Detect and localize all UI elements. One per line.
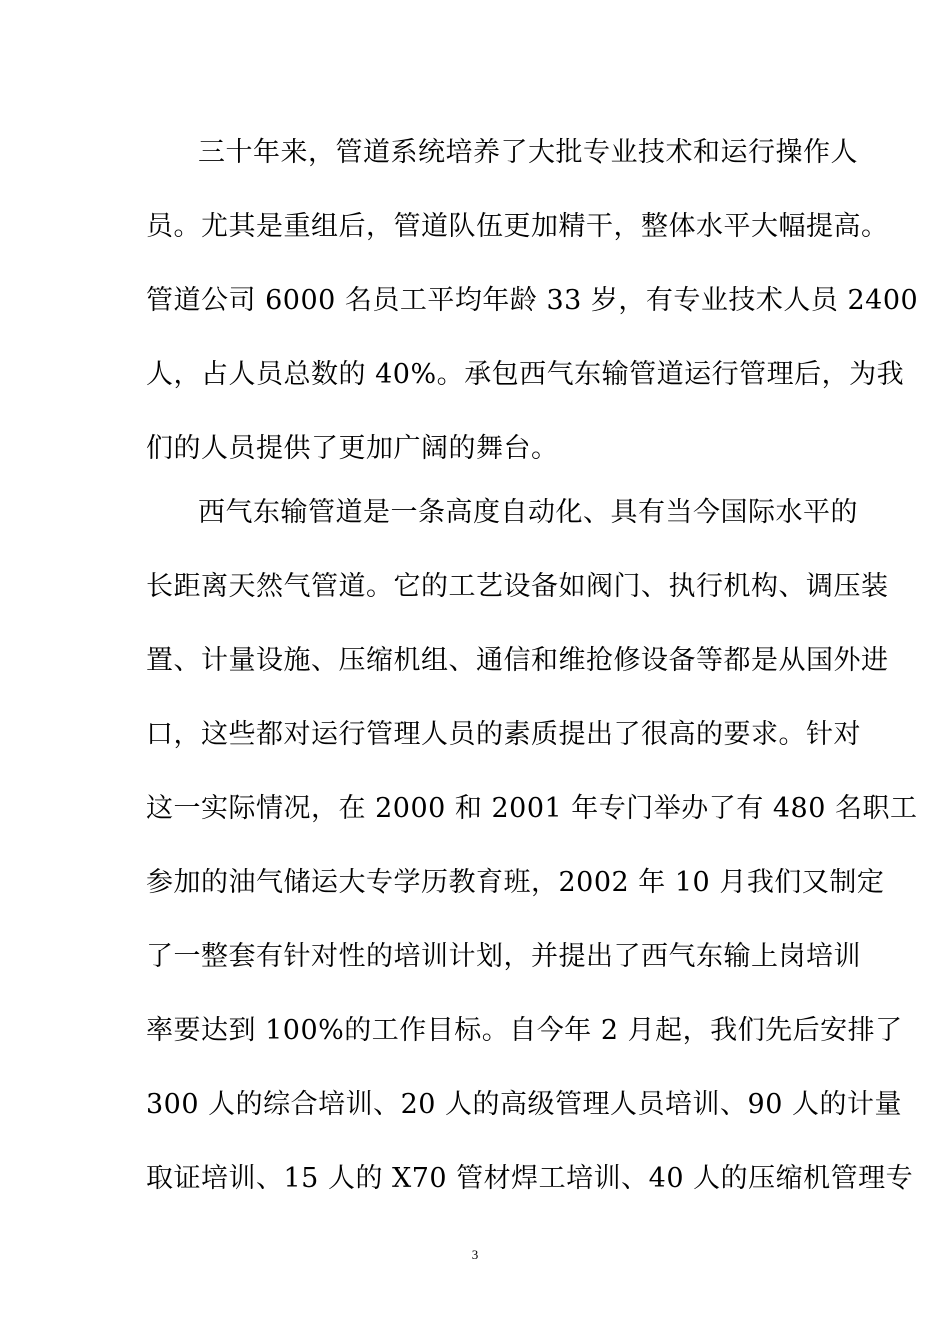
paragraph-2-line-6: 参加的油气储运大专学历教育班，2002 年 10 月我们又制定	[146, 867, 885, 898]
page-number: 3	[471, 1247, 479, 1262]
paragraph-2-line-2: 长距离天然气管道。它的工艺设备如阀门、执行机构、调压装	[146, 571, 889, 602]
paragraph-2-line-7: 了一整套有针对性的培训计划，并提出了西气东输上岗培训	[146, 941, 861, 972]
paragraph-2-line-4: 口，这些都对运行管理人员的素质提出了很高的要求。针对	[146, 719, 861, 750]
paragraph-1-line-1: 三十年来，管道系统培养了大批专业技术和运行操作人	[198, 137, 858, 168]
paragraph-2-line-8: 率要达到 100%的工作目标。自今年 2 月起，我们先后安排了	[146, 1015, 903, 1046]
paragraph-2-line-3: 置、计量设施、压缩机组、通信和维抢修设备等都是从国外进	[146, 645, 889, 676]
paragraph-1-line-5: 们的人员提供了更加广阔的舞台。	[146, 433, 559, 464]
paragraph-2-line-10: 取证培训、15 人的 X70 管材焊工培训、40 人的压缩机管理专	[146, 1163, 914, 1194]
paragraph-2-line-1: 西气东输管道是一条高度自动化、具有当今国际水平的	[198, 497, 858, 528]
paragraph-1-line-3: 管道公司 6000 名员工平均年龄 33 岁，有专业技术人员 2400	[146, 285, 919, 316]
paragraph-1-line-2: 员。尤其是重组后，管道队伍更加精干，整体水平大幅提高。	[146, 211, 889, 242]
paragraph-2-line-5: 这一实际情况，在 2000 和 2001 年专门举办了有 480 名职工	[146, 793, 918, 824]
paragraph-2-line-9: 300 人的综合培训、20 人的高级管理人员培训、90 人的计量	[146, 1089, 902, 1120]
paragraph-1-line-4: 人，占人员总数的 40%。承包西气东输管道运行管理后，为我	[146, 359, 905, 390]
